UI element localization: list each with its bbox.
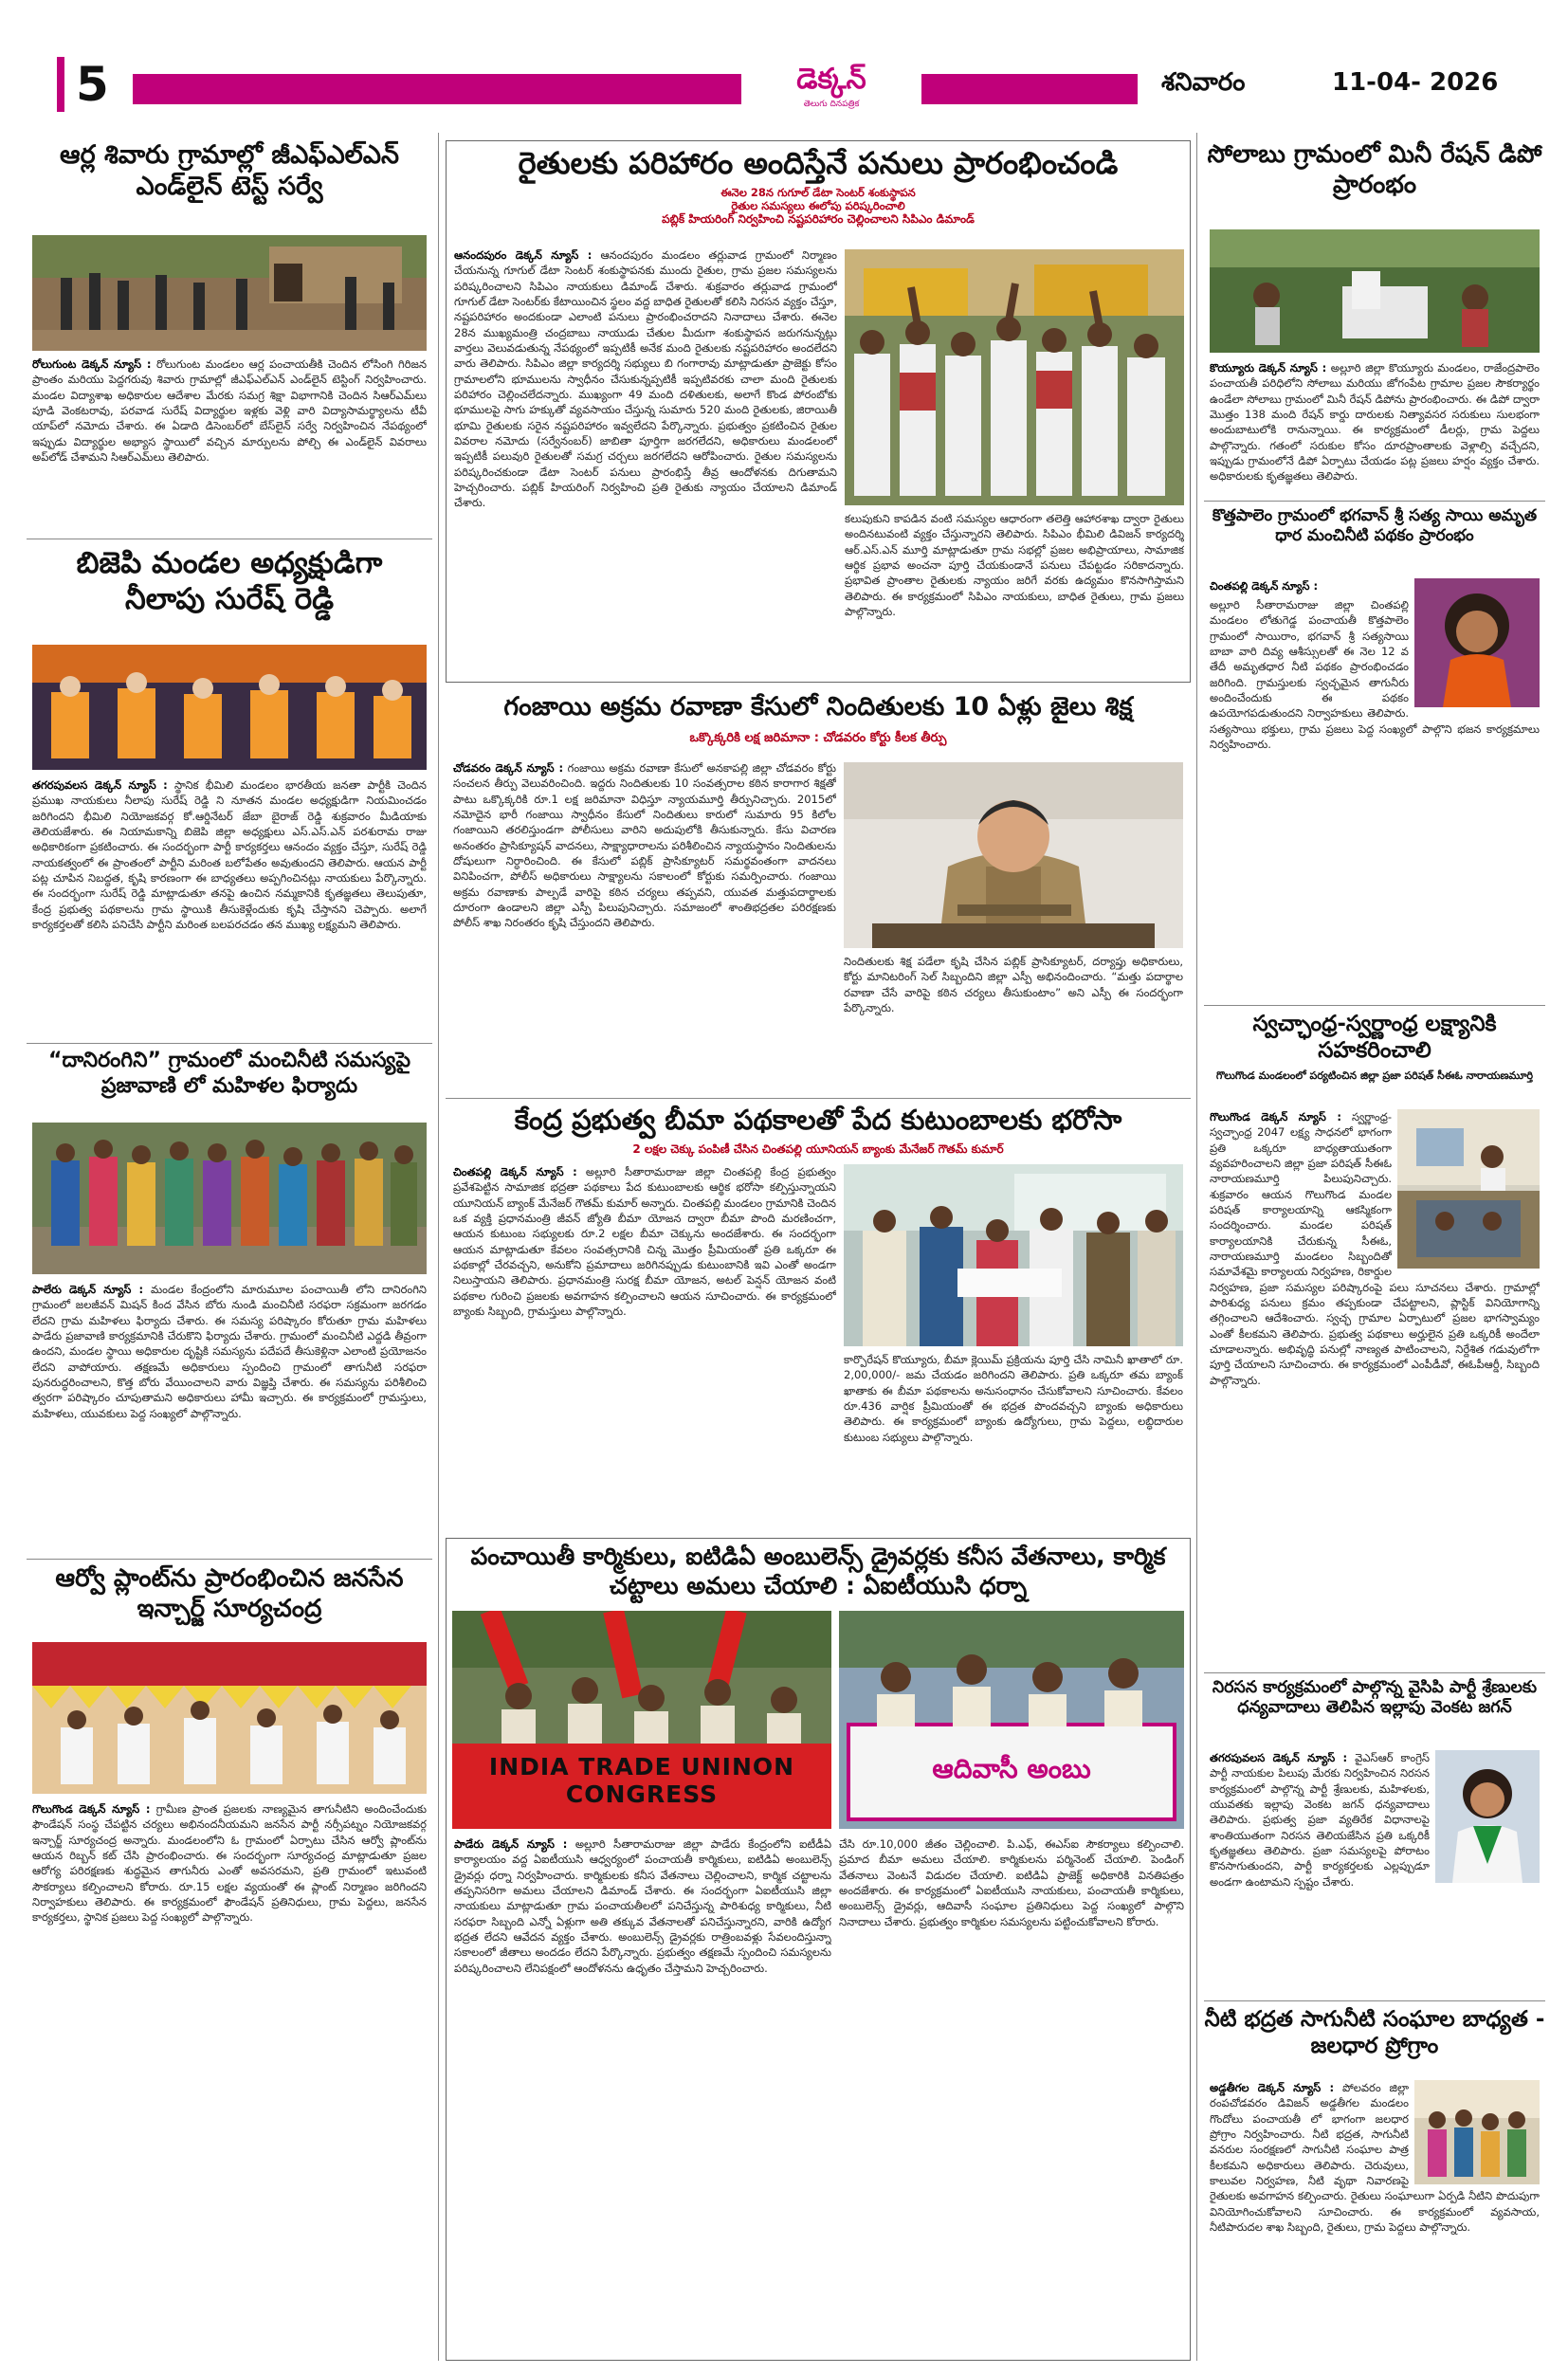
article-body-continued [839,1836,1184,2356]
body-text: గ్రామీణ ప్రాంత ప్రజలకు నాణ్యమైన తాగునీటిని అందించేందుకు ఫౌండేషన్ సంస్థ చేపట్టిన చర్యలు అభినందనీయమని జనసేన పార్టీ నర్సీపట్నం నియోజకవర్గ ఇన్చార్జ్ సూర్యచంద్ర అన్నారు. మండలంలోని ఓ గ్రామంలో ఏర్పాటు చేసిన ఆర్వో ప్లాంట్‌ను ఆయన రిబ్బన్ కట్ చేసి ప్రారంభించారు. ఈ సందర్భంగా సూర్యచంద్ర మాట్లాడుతూ ప్రజల ఆరోగ్య పరిరక్షణకు శుద్ధమైన తాగునీరు ఎంతో అవసరమని, ప్రతి గ్రామంలో ఇటువంటి సౌకర్యాలు కల్పించాలని కోరారు. రూ.15 లక్షల వ్యయంతో ఈ ప్లాంట్ నిర్మాణం జరిగిందని నిర్వాహకులు తెలిపారు. ఈ కార్యక్రమంలో ఫౌండేషన్ ప్రతినిధులు, గ్రామ పెద్దలు, జనసేన కార్యకర్తలు, స్థానిక ప్రజలు పెద్ద సంఖ్యలో పాల్గొన్నారు. [32,1802,427,1925]
article-body-continued [844,954,1183,1087]
article-body-text [1210,597,1540,1013]
masthead-accent-band [133,74,1138,104]
divider [27,1043,432,1044]
body-text: మండల కేంద్రంలోని మారుమూల పంచాయితీ లోని దానిరంగిని గ్రామంలో జలజీవన్ మిషన్ కింద వేసిన బోరు నుండి మంచినీటి సరఫరా సక్రమంగా జరగడం లేదని గ్రామ మహిళలు ఫిర్యాదు చేశారు. ఈ సమస్య పరిష్కారం కోరుతూ గ్రామ మహిళలు పాడేరు ప్రజావాణి కార్యక్రమానికి చేరుకొని ఫిర్యాదు చేశారు. గ్రామంలో మంచినీటి ఎద్దడి తీవ్రంగా ఉందని, మండల స్థాయి అధికారుల దృష్టికి సమస్యను పదేపదే తీసుకెళ్లినా ఎలాంటి ప్రయోజనం లేదని వాపోయారు. తక్షణమే అధికారులు స్పందించి గ్రామంలో తాగునీటి సరఫరా పునరుద్ధరించాలని, కొత్త బోరు వేయించాలని వారు విజ్ఞప్తి చేశారు. ఈ సమస్యను పరిశీలించి త్వరగా పరిష్కారం చూపుతామని అధికారులు హామీ ఇచ్చారు. ఈ కార్యక్రమంలో గ్రామస్తులు, మహిళలు, యువకులు పెద్ద సంఖ్యలో పాల్గొన్నారు. [32,1283,427,1420]
masthead-day: శనివారం [1161,68,1246,97]
article-body-continued [844,1352,1183,1526]
byline: తగరపువలస డెక్కన్ న్యూస్ : [1210,1751,1348,1764]
article-body [453,760,836,1087]
article-ganja-verdict [446,692,1191,1090]
float-spacer [1392,1109,1540,1272]
headline: సోలాబు గ్రామంలో మినీ రేషన్ డిపో ప్రారంభం [1207,140,1542,199]
subheading-3: పబ్లిక్ హియరింగ్ నిర్వహించి నష్టపరిహారం చెల్లించాలని సిపిఎం డిమాండ్ [662,212,975,227]
banner-text: INDIA TRADE UNINON CONGRESS [488,1753,795,1808]
article-body [32,356,427,525]
body-text: అల్లూరి సీతారామరాజు జిల్లా చింతపల్లి కేంద్ర ప్రభుత్వం ప్రవేశపెట్టిన సామాజిక భద్రతా పథకాలు పేద కుటుంబాలకు ఆర్థిక భరోసా కల్పిస్తున్నాయని యూనియన్ బ్యాంక్ మేనేజర్ గౌతమ్ కుమార్ అన్నారు. చింతపల్లి మండలం గ్రామానికి చెందిన ఒక వ్యక్తి ప్రధానమంత్రి జీవన్ జ్యోతి బీమా యోజన ద్వారా బీమా పొంది మరణించగా, ఆయన కుటుంబ సభ్యులకు రూ.2 లక్షల బీమా చెక్కును అందజేశారు. ఈ సందర్భంగా ఆయన మాట్లాడుతూ కేవలం సంవత్సరానికి చిన్న మొత్తం ప్రీమియంతో ప్రతి ఒక్కరూ ఈ పథకాల్లో చేరవచ్చని, అనుకోని ప్రమాదాలు జరిగినప్పుడు కుటుంబానికి ఇవి ఎంతో అండగా నిలుస్తాయని తెలిపారు. ప్రధానమంత్రి సురక్ష బీమా యోజన, అటల్ పెన్షన్ యోజన వంటి పథకాల గురించి ప్రజలకు అవగాహన కల్పించాలని ఆయన సూచించారు. ఈ కార్యక్రమంలో బ్యాంకు సిబ్బంది, గ్రామస్తులు పాల్గొన్నారు. [453,1165,836,1318]
page-number: 5 [76,57,109,112]
float-spacer [1430,1750,1540,1887]
body-text: వైఎస్ఆర్ కాంగ్రెస్ పార్టీ నాయకుల పిలుపు మేరకు నిర్వహించిన నిరసన కార్యక్రమంలో పాల్గొన్న పార్టీ శ్రేణులకు, మహిళలకు, యువతకు ఇల్లాపు వెంకట జగన్ ధన్యవాదాలు తెలిపారు. ప్రభుత్వ ప్రజా వ్యతిరేక విధానాలపై శాంతియుతంగా నిరసన తెలియజేసిన ప్రతి ఒక్కరికీ కృతజ్ఞతలు తెలిపారు. ప్రజా సమస్యలపై పోరాటం కొనసాగుతుందని, పార్టీ కార్యకర్తలకు ఎల్లప్పుడూ అండగా ఉంటామని స్పష్టం చేశారు. [1210,1751,1431,1889]
float-spacer [1409,597,1540,715]
sign-text: ఆదివాసీ అంబు [932,1753,1091,1784]
headline: పంచాయితీ కార్మికులు, ఐటిడిఏ అంబులెన్స్ డ్రైవర్లకు కనీస వేతనాలు, కార్మిక చట్టాలు అమలు చేయాలి : ఏఐటీయుసి ధర్నా [470,1543,1166,1599]
byline: గొలుగొండ డెక్కన్ న్యూస్ : [1210,1110,1341,1123]
photo-cheque-handover [844,1164,1183,1346]
byline: కొయ్యూరు డెక్కన్ న్యూస్ : [1210,361,1327,374]
article-body [1210,1109,1540,1661]
body-text: అల్లూరి సీతారామరాజు జిల్లా పాడేరు కేంద్రంలోని ఐటీడీఏ కార్యాలయం వద్ద ఏఐటీయుసి ఆధ్వర్యంలో పంచాయతీ కార్మికులు, ఐటిడిఏ అంబులెన్స్ డ్రైవర్లు ధర్నా నిర్వహించారు. కార్మికులకు కనీస వేతనాలు చెల్లించాలని, కార్మిక చట్టాలను తప్పనిసరిగా అమలు చేయాలని డిమాండ్ చేశారు. ఈ సందర్భంగా ఏఐటీయుసి జిల్లా నాయకులు మాట్లాడుతూ గ్రామ పంచాయతీలలో పనిచేస్తున్న పారిశుధ్య కార్మికులు, నీటి సరఫరా సిబ్బంది ఎన్నో ఏళ్లుగా అతి తక్కువ వేతనాలతో పనిచేస్తున్నారని, వారికి ఉద్యోగ భద్రత లేదని ఆవేదన వ్యక్తం చేశారు. అంబులెన్స్ డ్రైవర్లకు రాత్రింబవళ్లు సేవలందిస్తున్నా సకాలంలో జీతాలు అందడం లేదని పేర్కొన్నారు. ప్రభుత్వం తక్షణమే స్పందించి సమస్యలను పరిష్కరించాలని లేనిపక్షంలో ఆందోళనను ఉధృతం చేస్తామని హెచ్చరించారు. [454,1837,831,1975]
article-danirangini-water [27,1049,432,1553]
photo-village-survey [32,235,427,351]
body-text-continued: కలుపుకుని కాపడిన వంటి సమస్యల ఆధారంగా తలెత్తి ఆహారశాఖ ద్వారా రైతులు అందినటువంటి వ్యక్తం చేస్తున్నారని తెలిపారు. సిపిఎం భీమిలి డివిజన్ కార్యదర్శి ఆర్.ఎస్.ఎన్ మూర్తి మాట్లాడుతూ గ్రామ సభల్లో ప్రజల అభిప్రాయాలు, సామాజిక ఆర్థిక ప్రభావ అంచనా పూర్తి చేయకుండానే పనులు చేపట్టడం సరికాదన్నారు. ప్రభావిత ప్రాంతాల రైతులకు న్యాయం జరిగే వరకు ఉద్యమం కొనసాగిస్తామని తెలిపారు. ఈ కార్యక్రమంలో సిపిఎం నాయకులు, బాధిత రైతులు, గ్రామ ప్రజలు పాల్గొన్నారు. [845,512,1184,618]
headline: స్వచ్ఛాంధ్ర-స్వర్ణాంధ్ర లక్ష్యానికి సహకరించాలి [1252,1012,1497,1064]
page-number-bar [57,57,64,112]
headline: గంజాయి అక్రమ రవాణా కేసులో నిందితులకు 10 ఏళ్లు జైలు శిక్ష [503,692,1133,721]
headline: “దానిరంగిని” గ్రామంలో మంచినీటి సమస్యపై ప్రజావాణి లో మహిళల ఫిర్యాదు [47,1049,410,1098]
photo-aituc-protest [452,1611,831,1829]
article-body [453,1164,836,1526]
article-body-continued [845,511,1184,678]
divider [27,1559,432,1560]
article-body [32,1282,427,1549]
divider [1204,501,1545,502]
photo-bjp-felicitation [32,645,427,770]
column-rule-right [1196,133,1197,2361]
headline: కేంద్ర ప్రభుత్వ బీమా పథకాలతో పేద కుటుంబాలకు భరోసా [514,1104,1122,1136]
masthead [0,0,1568,133]
byline: ఆనందపురం డెక్కన్ న్యూస్ : [454,248,593,262]
photo-farmers-protest [845,249,1184,505]
divider [1204,1005,1545,1006]
body-text-continued: చేసి రూ.10,000 జీతం చెల్లించాలి. పి.ఎఫ్, ఈఎస్ఐ సౌకర్యాలు కల్పించాలి. ప్రమాద బీమా అమలు చేయాలి. కార్మికులను పర్మినెంట్ చేయాలి. పెండింగ్ వేతనాలు వెంటనే విడుదల చేయాలి. ఐటిడిఏ ప్రాజెక్ట్ అధికారికి వినతిపత్రం అందజేశారు. ఈ కార్యక్రమంలో ఏఐటీయుసి నాయకులు, పంచాయతీ కార్మికులు, అంబులెన్స్ డ్రైవర్లు, ఆదివాసీ సంఘాల ప్రతినిధులు పెద్ద సంఖ్యలో పాల్గొని నినాదాలు చేశారు. ప్రభుత్వం కార్మికుల సమస్యలను పట్టించుకోవాలని కోరారు. [839,1837,1184,1928]
subheading: గొలుగొండ మండలంలో పర్యటించిన జిల్లా ప్రజా పరిషత్ సీఈఓ నారాయణమూర్తి [1215,1069,1534,1083]
subheading-2: రైతుల సమస్యలు ఈలోపు పరిష్కరించాలి [731,199,905,213]
body-text: అల్లూరి సీతారామరాజు జిల్లా చింతపల్లి మండలం లోతుగెడ్డ పంచాయతీ కొత్తపాలెం గ్రామంలో సాయిరాం, భగవాన్ శ్రీ సత్యసాయి బాబా వారి దివ్య ఆశీస్సులతో ఈ నెల 12 వ తేదీ అమృతధార నీటి పథకం ప్రారంభించడం జరిగింది. గ్రామస్తులకు స్వచ్ఛమైన తాగునీరు అందించేందుకు ఈ పథకం ఉపయోగపడుతుందని నిర్వాహకులు తెలిపారు. సత్యసాయి భక్తులు, గ్రామ ప్రజలు పెద్ద సంఖ్యలో పాల్గొని భజన కార్యక్రమాలు నిర్వహించారు. [1210,598,1540,751]
body-text: అల్లూరి జిల్లా కొయ్యూరు మండలం, రాజేంద్రపాలెం పంచాయతీ పరిధిలోని సోలాబు మరియు జోగంపేట గ్రామాల ప్రజల సౌకర్యార్థం ఉండేలా సోలాబు గ్రామంలో మినీ రేషన్ డిపోను ప్రారంభించారు. ఈ డిపో ద్వారా మొత్తం 138 మంది రేషన్ కార్డు దారులకు నిత్యావసర సరుకులు సులభంగా అందుబాటులోకి రానున్నాయి. ఈ కార్యక్రమంలో డీలర్లు, గ్రామ పెద్దలు పాల్గొన్నారు. గతంలో సరుకుల కోసం దూరప్రాంతాలకు వెళ్లాల్సి వచ్చేదని, ఇప్పుడు గ్రామంలోనే డిపో ఏర్పాటు చేయడం పట్ల ప్రజలు హర్షం వ్యక్తం చేశారు. అధికారులకు కృతజ్ఞతలు తెలిపారు. [1210,361,1540,484]
subheading-1: ఈనెల 28న గుగూల్ డేటా సెంటర్ శంకుస్థాపన [720,186,916,200]
article-bima-schemes [446,1104,1191,1530]
article-aituc-dharna [446,1538,1191,2361]
byline: చింతపల్లి డెక్కన్ న్యూస్ : [453,1165,577,1178]
article-body [32,1801,427,2357]
article-body [32,777,427,1033]
headline: ఆర్ల శివారు గ్రామాల్లో జీఎఫ్ఎల్ఎన్ ఎండ్‌లైన్ టెస్ట్ సర్వే [60,140,399,201]
byline: చోడవరం డెక్కన్ న్యూస్ : [453,761,564,775]
body-text: స్థానిక భీమిలి మండలం భారతీయ జనతా పార్టీకి చెందిన ప్రముఖ నాయకులు నీలాపు సురేష్ రెడ్డి ని నూతన మండల అధ్యక్షుడిగా నియమించడం జరిగిందని భీమిలి నియోజకవర్గ కో.ఆర్డినేటర్ జేబా బైరాజ్ రెడ్డి శుక్రవారం మీడియాకు తెలియజేశారు. ఈ నియామకాన్ని బిజెపి జిల్లా అధ్యక్షులు ఎస్.ఎస్.ఎన్ పరశురామ రాజు అధికారికంగా ప్రకటించారు. ఈ సందర్భంగా పార్టీ కార్యకర్తలు ఆనందం వ్యక్తం చేస్తూ, సురేష్ రెడ్డి నాయకత్వంలో ఈ ప్రాంతంలో పార్టీని మరింత బలోపేతం అవుతుందని తెలిపారు. ఆయన పార్టీ పట్ల చూపిన నిబద్ధత, కృషి కారణంగా ఈ బాధ్యతలు అప్పగించినట్లు నాయకులు పేర్కొన్నారు. ఈ సందర్భంగా సురేష్ రెడ్డి మాట్లాడుతూ తనపై ఉంచిన నమ్మకానికి కృతజ్ఞతలు తెలుపుతూ, కేంద్ర ప్రభుత్వ పథకాలను గ్రామ స్థాయికి తీసుకెళ్లేందుకు కృషి చేస్తానని చెప్పారు. అలాగే కార్యకర్తలతో కలిసి పనిచేసి పార్టీని మరింత బలపరచడం తన ముఖ్య లక్ష్యమని తెలిపారు. [32,778,427,931]
byline: పాలేరు డెక్కన్ న్యూస్ : [32,1283,144,1296]
article-ro-plant [27,1564,432,2361]
photo-district-sp [844,762,1183,948]
divider [446,1098,1191,1099]
headline: రైతులకు పరిహారం అందిస్తేనే పనులు ప్రారంభించండి [518,145,1119,181]
byline: గొలుగొండ డెక్కన్ న్యూస్ : [32,1802,151,1816]
float-spacer [1409,2080,1540,2188]
column-rule-left [438,133,439,2361]
article-body [1210,1750,1540,1995]
article-body [1210,360,1540,497]
byline: తగరపువలస డెక్కన్ న్యూస్ : [32,778,168,792]
article-google-datacenter [446,140,1191,683]
article-swachhandhra [1204,1011,1545,1665]
article-bjp-president [27,546,432,1037]
article-gfln-survey [27,140,432,529]
logo-tagline: తెలుగు దినపత్రిక [803,100,860,109]
photo-ration-depot [1210,229,1540,353]
body-text: స్వర్ణాంధ్ర-స్వచ్ఛాంధ్ర 2047 లక్ష్య సాధనలో భాగంగా ప్రతి ఒక్కరూ బాధ్యతాయుతంగా వ్యవహరించాలని జిల్లా ప్రజా పరిషత్ సీఈఓ నారాయణమూర్తి పిలుపునిచ్చారు. శుక్రవారం ఆయన గొలుగొండ మండల పరిషత్ కార్యాలయాన్ని ఆకస్మికంగా సందర్శించారు. మండల పరిషత్ కార్యాలయానికి చేరుకున్న సీఈఓ, నారాయణమూర్తి మండలం సిబ్బందితో సమావేశమై కార్యాలయ నిర్వహణ, రికార్డుల నిర్వహణ, ప్రజా సమస్యల పరిష్కారంపై పలు సూచనలు చేశారు. గ్రామాల్లో పారిశుధ్య పనులు క్రమం తప్పకుండా చేపట్టాలని, ప్లాస్టిక్ వినియోగాన్ని తగ్గించాలని ఆదేశించారు. స్వచ్ఛ గ్రామాల ఏర్పాటులో ప్రజల భాగస్వామ్యం ఎంతో కీలకమని తెలిపారు. ప్రభుత్వ పథకాలు అర్హులైన ప్రతి ఒక్కరికీ అందేలా చూడాలన్నారు. అభివృద్ధి పనుల్లో నాణ్యత పాటించాలని, నిర్దేశిత గడువులోగా పూర్తి చేయాలని సూచించారు. ఈ కార్యక్రమంలో ఎంపీడీవో, ఈఓపీఆర్డీ, సిబ్బంది పాల్గొన్నారు. [1210,1110,1540,1387]
article-body [454,1836,831,2356]
body-text-continued: నిందితులకు శిక్ష పడేలా కృషి చేసిన పబ్లిక్ ప్రాసిక్యూటర్, దర్యాప్తు అధికారులు, కోర్టు మానిటరింగ్ సెల్ సిబ్బందిని జిల్లా ఎస్పీ అభినందించారు. “మత్తు పదార్థాల రవాణా చేసే వారిపై కఠిన చర్యలు తీసుకుంటాం” అని ఎస్పీ ఈ సందర్భంగా పేర్కొన్నారు. [844,955,1183,1014]
body-text-continued: కార్పొరేషన్ కొయ్యూరు, బీమా క్లెయిమ్ ప్రక్రియను పూర్తి చేసి నామినీ ఖాతాలో రూ. 2,00,000/- జమ చేయడం జరిగిందని తెలిపారు. ప్రతి ఒక్కరూ తమ బ్యాంక్ ఖాతాకు ఈ బీమా పథకాలను అనుసంధానం చేసుకోవాలని సూచించారు. కేవలం రూ.436 వార్షిక ప్రీమియంతో ఈ భద్రత పొందవచ్చని బ్యాంకు అధికారులు తెలిపారు. ఈ కార్యక్రమంలో బ్యాంకు ఉద్యోగులు, గ్రామ పెద్దలు, లబ్ధిదారుల కుటుంబ సభ్యులు పాల్గొన్నారు. [844,1353,1183,1444]
body-text: పోలవరం జిల్లా రంపచోడవరం డివిజన్ అడ్డతీగల మండలం గొందోలు పంచాయతీ లో భాగంగా జలధార ప్రోగ్రాం నిర్వహించారు. నీటి భద్రత, సాగునీటి వనరుల సంరక్షణలో సాగునీటి సంఘాల పాత్ర కీలకమని అధికారులు తెలిపారు. చెరువులు, కాలువల నిర్వహణ, నీటి వృథా నివారణపై రైతులకు అవగాహన కల్పించారు. రైతులు సంఘాలుగా ఏర్పడి నీటిని పొదుపుగా వినియోగించుకోవాలని సూచించారు. ఈ కార్యక్రమంలో వ్యవసాయ, నీటిపారుదల శాఖ సిబ్బంది, రైతులు, గ్రామ పెద్దలు పాల్గొన్నారు. [1210,2081,1540,2234]
article-ycp-thanks [1204,1678,1545,1999]
subheading: ఒక్కొక్కరికి లక్ష జరిమానా : చోడవరం కోర్టు కీలక తీర్పు [689,730,947,745]
photo-adivasi-ambulance [839,1611,1184,1829]
headline: నీటి భద్రత సాగునీటి సంఘాల బాధ్యత - జలధార ప్రోగ్రాం [1204,2007,1545,2059]
body-text: ఆనందపురం మండలం తర్లువాడ గ్రామంలో నిర్మాణం చేయనున్న గూగుల్ డేటా సెంటర్ శంకుస్థాపనకు ముందు రైతుల, గ్రామ ప్రజల సమస్యలను పరిష్కరించాలని సిపిఎం నాయకులు డిమాండ్ చేశారు. శుక్రవారం తర్లువాడ గ్రామంలో గూగుల్ డేటా సెంటర్‌కు కేటాయించిన స్థలం వద్ద బాధిత రైతులతో కలిసి నిరసన వ్యక్తం చేస్తూ, నష్టపరిహారం అందకుండా ఎలాంటి పనులు ప్రారంభించరాదని నినాదాలు చేశారు. ఈనెల 28న ముఖ్యమంత్రి చంద్రబాబు నాయుడు చేతుల మీదుగా శంకుస్థాపన జరుగనున్నట్లు వార్తలు వెలువడుతున్న నేపథ్యంలో ఇప్పటికీ అనేక మంది రైతులకు నష్టపరిహారం అందలేదని వారు తెలిపారు. సిపిఎం జిల్లా కార్యదర్శి సభ్యులు బి గంగారావు మాట్లాడుతూ ప్రాజెక్టు కోసం గ్రామాలలోని భూములను స్వాధీనం చేసుకున్నప్పటికీ ఇప్పటివరకు చాలా మంది రైతులకు పరిహారం చెల్లించలేదన్నారు. ముఖ్యంగా 49 మంది దళితులకు, అలాగే కొండ పోరంబోకు భూములపై సాగు హక్కుతో వ్యవసాయం చేస్తున్న సుమారు 520 మంది రైతులకు, జిరాయితీ భూమి రైతులకు సరైన నష్టపరిహారం ఇవ్వలేదని పేర్కొన్నారు. ప్రభుత్వం ప్రకటించిన రైతుల వివరాల నమోదు (సర్వేనంబర్) జాబితా పూర్తిగా జరగలేదని, అధికారులు మండలంలో ఇప్పటికీ పలువురి రైతులతో సమగ్ర చర్చలు జరగలేదని ఆరోపించారు. రైతుల సమస్యలను పరిష్కరించకుండా డేటా సెంటర్ పనులు ప్రారంభిస్తే తీవ్ర ఆందోళనకు దిగుతామని హెచ్చరించారు. పబ్లిక్ హియరింగ్ నిర్వహించి ప్రతి రైతుకు న్యాయం చేయాలని డిమాండ్ చేశారు. [454,248,837,510]
article-body [1210,2080,1540,2359]
article-body [454,247,837,678]
article-sathya-sai-water [1204,506,1545,1016]
headline: నిరసన కార్యక్రమంలో పాల్గొన్న వైసిపి పార్టీ శ్రేణులకు ధన్యవాదాలు తెలిపిన ఇల్లాపు వెంకట జగన్ [1212,1678,1538,1718]
byline: చింతపల్లి డెక్కన్ న్యూస్ : [1210,579,1319,593]
article-jaladhara [1204,2006,1545,2363]
photo-ro-plant-inauguration [32,1642,427,1794]
photo-women-complaint [32,1123,427,1274]
subheading: 2 లక్షల చెక్కు పంపిణీ చేసిన చింతపల్లి యూనియన్ బ్యాంకు మేనేజర్ గౌతమ్ కుమార్ [632,1142,1004,1157]
headline: బిజెపి మండల అధ్యక్షుడిగా నీలాపు సురేష్ రెడ్డి [76,546,383,616]
byline: పాడేరు డెక్కన్ న్యూస్ : [454,1837,568,1851]
logo-text: డెక్కన్ [796,63,866,96]
body-text: గంజాయి అక్రమ రవాణా కేసులో అనకాపల్లి జిల్లా చోడవరం కోర్టు సంచలన తీర్పు వెలువరించింది. ఇద్దరు నిందితులకు 10 సంవత్సరాల కఠిన కారాగార శిక్షతో పాటు ఒక్కొక్కరికి రూ.1 లక్ష జరిమానా విధిస్తూ న్యాయమూర్తి తీర్పునిచ్చారు. 2015లో నమోదైన భారీ గంజాయి స్వాధీనం కేసులో నిందితులు కారులో సుమారు 95 కిలోల గంజాయిని తరలిస్తుండగా పోలీసులు వారిని అదుపులోకి తీసుకున్నారు. కేసు విచారణ అనంతరం ప్రాసిక్యూషన్ వాదనలు, సాక్ష్యాధారాలను పరిశీలించిన న్యాయస్థానం నిందితులను దోషులుగా నిర్ధారించింది. ఈ కేసులో పబ్లిక్ ప్రాసిక్యూటర్ సమర్థవంతంగా వాదనలు వినిపించగా, పోలీస్ అధికారులు సాక్ష్యాలను సకాలంలో కోర్టుకు సమర్పించారు. గంజాయి అక్రమ రవాణాకు పాల్పడే వారిపై కఠిన చర్యలు తప్పవని, యువత మత్తుపదార్థాలకు దూరంగా ఉండాలని జిల్లా ఎస్పీ పిలుపునిచ్చారు. సమాజంలో శాంతిభద్రతల పరిరక్షణకు పోలీస్ శాఖ నిరంతరం కృషి చేస్తుందని తెలిపారు. [453,761,836,930]
article-mini-ration-depot [1204,140,1545,501]
divider [1204,1672,1545,1673]
byline: రోలుగుంట డెక్కన్ న్యూస్ : [32,357,152,371]
headline: కొత్తపాలెం గ్రామంలో భగవాన్ శ్రీ సత్య సాయి అమృత ధార మంచినీటి పథకం ప్రారంభం [1212,506,1538,545]
masthead-logo [741,61,921,118]
masthead-date: 11-04- 2026 [1332,68,1499,97]
body-text: రోలుగుంట మండలం ఆర్ల పంచాయతీకి చెందిన లోసింగి గిరిజన ప్రాంతం మరియు పెద్దగరువు శివారు గ్రామాల్లో జీఎఫ్ఎల్ఎన్ ఎండ్‌లైన్ టెస్టింగ్ నిర్వహించారు. మండల విద్యాశాఖ అధికారుల ఆదేశాల మేరకు సమగ్ర శిక్షా విభాగానికి చెందిన సిఆర్ఎమ్‌లు పూడి వెంకటరావు, పరవాడ సురేష్ విద్యార్థుల ఇళ్లకు వెళ్లి వారి విద్యాసామర్థ్యాలను టీవీ యాప్‌లో నమోదు చేశారు. ఈ ఏడాది డిసెంబర్‌లో బేస్‌లైన్ సర్వే నిర్వహించిన నేపథ్యంలో ఇప్పుడు విద్యార్థుల అభ్యాస స్థాయిలో వచ్చిన మార్పులను పోల్చి ఈ ఎండ్‌లైన్ వివరాలు అప్‌లోడ్ చేశామని సిఆర్ఎమ్‌లు తెలిపారు. [32,357,427,464]
byline: అడ్డతీగల డెక్కన్ న్యూస్ : [1210,2081,1335,2094]
headline: ఆర్వో ప్లాంట్‌ను ప్రారంభించిన జనసేన ఇన్చార్జ్ సూర్యచంద్ర [55,1564,404,1623]
divider [1204,2000,1545,2001]
